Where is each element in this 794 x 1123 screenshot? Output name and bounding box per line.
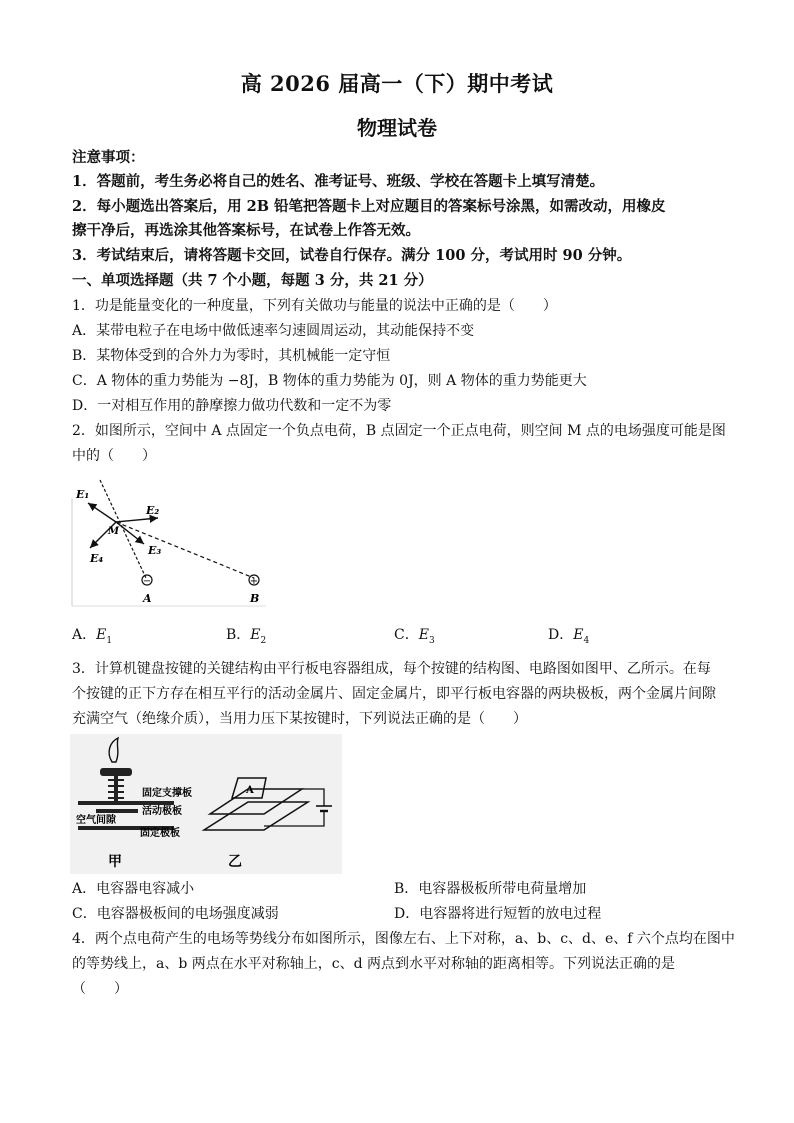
q2-stem-line2: 中的（ ） bbox=[72, 448, 156, 464]
label-jia: 甲 bbox=[108, 854, 122, 870]
q3-stem-line3: 充满空气（绝缘介质），当用力压下某按键时，下列说法正确的是（ ） bbox=[72, 711, 527, 727]
q3-keyboard-figure bbox=[70, 734, 342, 874]
charge-b-sign: + bbox=[249, 576, 259, 587]
line-to-a bbox=[100, 480, 146, 578]
q1-stem: 1．功是能量变化的一种度量，下列有关做功与能量的说法中正确的是（ ） bbox=[72, 298, 557, 314]
q3-option-a: A．电容器电容减小 bbox=[72, 881, 195, 897]
q2-option-b: B．$E_2$ bbox=[226, 627, 267, 646]
q2-field-figure bbox=[70, 478, 270, 608]
q3-option-c: C．电容器极板间的电场强度减弱 bbox=[72, 906, 279, 922]
line-to-b bbox=[116, 522, 254, 578]
note-1: 1．答题前，考生务必将自己的姓名、准考证号、班级、学校在答题卡上填写清楚。 bbox=[72, 173, 605, 190]
key-cap bbox=[100, 768, 132, 776]
exam-title: 高 2026 届高一（下）期中考试 bbox=[240, 71, 554, 96]
label-m: M bbox=[108, 526, 120, 537]
q2-option-d: D．$E_4$ bbox=[548, 627, 590, 646]
key-letter: A bbox=[246, 785, 254, 796]
label-e3: E₃ bbox=[148, 544, 162, 557]
arrow-e3 bbox=[116, 522, 144, 544]
q1-option-a: A．某带电粒子在电场中做低速率匀速圆周运动，其动能保持不变 bbox=[72, 323, 475, 339]
note-2a: 2．每小题选出答案后，用 2B 铅笔把答题卡上对应题目的答案标号涂黑，如需改动，用橡皮 bbox=[72, 198, 666, 215]
notes-heading: 注意事项： bbox=[72, 149, 145, 166]
label-fixed-support: 固定支撑板 bbox=[142, 788, 192, 799]
label-moving-plate: 活动极板 bbox=[142, 806, 182, 817]
q2-stem-line1: 2．如图所示，空间中 A 点固定一个负点电荷，B 点固定一个正点电荷，则空间 M 点的电场强度可能是图 bbox=[72, 423, 726, 439]
note-3: 3．考试结束后，请将答题卡交回，试卷自行保存。满分 100 分，考试用时 90 分钟。 bbox=[72, 247, 632, 264]
q3-option-b: B．电容器极板所带电荷量增加 bbox=[394, 881, 587, 897]
label-e1: E₁ bbox=[76, 488, 90, 501]
q2-option-c: C．$E_3$ bbox=[394, 627, 435, 646]
label-fixed-plate: 固定极板 bbox=[140, 828, 180, 839]
q1-option-b: B．某物体受到的合外力为零时，其机械能一定守恒 bbox=[72, 348, 391, 364]
section-heading: 一、单项选择题（共 7 个小题，每题 3 分，共 21 分） bbox=[72, 272, 433, 289]
label-b: B bbox=[250, 592, 260, 605]
label-e4: E₄ bbox=[90, 552, 104, 565]
q3-stem-line1: 3．计算机键盘按键的关键结构由平行板电容器组成，每个按键的结构图、电路图如图甲、乙所示。在每 bbox=[72, 661, 711, 677]
arrow-e2 bbox=[116, 518, 158, 522]
label-yi: 乙 bbox=[228, 854, 242, 870]
arrow-e1 bbox=[88, 503, 116, 522]
label-e2: E₂ bbox=[146, 504, 160, 517]
q4-stem-line1: 4．两个点电荷产生的电场等势线分布如图所示，图像左右、上下对称，a、b、c、d、e、f 六个点均在图中 bbox=[72, 931, 735, 947]
q1-option-c: C．A 物体的重力势能为 −8J，B 物体的重力势能为 0J，则 A 物体的重力势能更大 bbox=[72, 373, 587, 389]
q4-stem-line2: 的等势线上，a、b 两点在水平对称轴上，c、d 两点到水平对称轴的距离相等。下列说法正确的是 bbox=[72, 956, 676, 972]
moving-plate bbox=[96, 809, 138, 813]
note-2b: 擦干净后，再选涂其他答案标号，在试卷上作答无效。 bbox=[72, 222, 420, 239]
charge-a-sign: − bbox=[142, 576, 152, 587]
exam-subtitle: 物理试卷 bbox=[357, 116, 437, 140]
fixed-support-plate bbox=[78, 801, 174, 805]
label-air-gap: 空气间隙 bbox=[76, 815, 116, 826]
q4-stem-line3: （ ） bbox=[72, 981, 128, 997]
q2-option-a: A．$E_1$ bbox=[72, 627, 113, 646]
label-a: A bbox=[143, 592, 152, 605]
q3-stem-line2: 个按键的正下方存在相互平行的活动金属片、固定金属片，即平行板电容器的两块极板，两个金属片间隙 bbox=[72, 686, 716, 702]
q1-option-d: D．一对相互作用的静摩擦力做功代数和一定不为零 bbox=[72, 398, 392, 414]
q3-option-d: D．电容器将进行短暂的放电过程 bbox=[394, 906, 602, 922]
